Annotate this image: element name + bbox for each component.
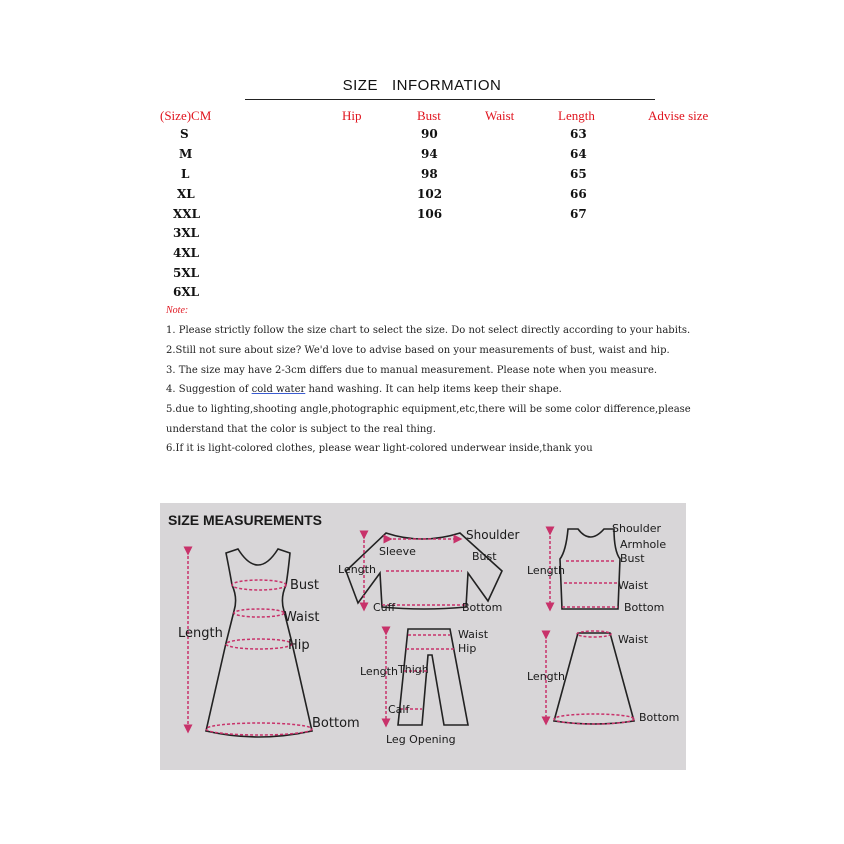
length-cell: 63 <box>570 127 587 141</box>
tank-length-label: Length <box>527 564 565 577</box>
dress-bottom-label: Bottom <box>312 716 360 731</box>
size-cell: M <box>179 147 193 161</box>
header-bust: Bust <box>417 108 441 123</box>
note-4-end: hand washing. It can help items keep their shape. <box>305 384 562 395</box>
note-3: 3. The size may have 2-3cm differs due to manual measurement. Please note when you measure. <box>166 365 658 376</box>
bust-cell: 102 <box>417 187 443 201</box>
header-size: (Size)CM <box>160 108 212 123</box>
size-measurements-panel <box>160 503 686 770</box>
note-4 <box>166 384 562 395</box>
pants-hip-label: Hip <box>458 642 477 655</box>
skirt-bottom-label: Bottom <box>639 711 680 724</box>
size-cell: 3XL <box>173 226 200 240</box>
top-shoulder-label: Shoulder <box>466 528 520 542</box>
note-5a: 5.due to lighting,shooting angle,photographic equipment,etc,there will be some color difference,please <box>166 404 691 415</box>
tank-shoulder-label: Shoulder <box>612 522 661 535</box>
size-cell: 4XL <box>173 246 200 260</box>
pants-diagram <box>360 628 489 746</box>
length-cell: 64 <box>570 147 587 161</box>
note-4-cold-water: cold water <box>251 384 306 395</box>
note-5b: understand that the color is subject to the real thing. <box>166 424 436 435</box>
top-length-label: Length <box>338 563 376 576</box>
length-cell: 67 <box>570 207 587 221</box>
top-cuff-label: Cuff <box>373 601 396 614</box>
title-underline <box>245 99 655 100</box>
note-2: 2.Still not sure about size? We'd love to advise based on your measurements of bust, waist and hip. <box>166 345 670 356</box>
size-cell: 5XL <box>173 266 200 280</box>
tank-bottom-label: Bottom <box>624 601 665 614</box>
title-size: SIZE <box>342 77 378 94</box>
title-information: INFORMATION <box>391 77 502 94</box>
length-cell: 66 <box>570 187 587 201</box>
bust-cell: 90 <box>421 127 438 141</box>
skirt-waist-label: Waist <box>618 633 649 646</box>
dress-diagram <box>178 549 360 737</box>
length-cell: 65 <box>570 167 587 181</box>
dress-length-label: Length <box>178 626 223 641</box>
size-cell: XL <box>177 187 195 201</box>
bust-cell: 98 <box>421 167 438 181</box>
pants-thigh-label: Thigh <box>398 663 429 676</box>
tank-bust-label: Bust <box>620 552 645 565</box>
note-1: 1. Please strictly follow the size chart to select the size. Do not select directly according to your habits. <box>166 325 691 336</box>
measurements-heading: SIZE MEASUREMENTS <box>168 512 323 528</box>
size-cell: XXL <box>173 207 201 221</box>
dress-hip-label: Hip <box>288 638 310 653</box>
dress-waist-label: Waist <box>284 610 320 625</box>
pants-waist-label: Waist <box>458 628 489 641</box>
header-length: Length <box>558 108 595 123</box>
header-advise-size: Advise size <box>648 108 709 123</box>
size-cell: 6XL <box>173 285 200 299</box>
skirt-diagram <box>527 631 679 724</box>
bust-cell: 106 <box>417 207 443 221</box>
tank-waist-label: Waist <box>618 579 649 592</box>
pants-leg-opening-label: Leg Opening <box>386 733 456 746</box>
top-bottom-label: Bottom <box>462 601 503 614</box>
tank-armhole-label: Armhole <box>620 538 667 551</box>
pants-calf-label: Calf <box>388 703 410 716</box>
top-sleeve-label: Sleeve <box>379 545 416 558</box>
note-6: 6.If it is light-colored clothes, please wear light-colored underwear inside,thank you <box>166 443 593 454</box>
tank-diagram <box>527 522 666 614</box>
size-cell: S <box>180 127 189 141</box>
bust-cell: 94 <box>421 147 438 161</box>
header-hip: Hip <box>342 108 362 123</box>
header-waist: Waist <box>485 108 515 123</box>
top-diagram <box>338 528 520 614</box>
note-4-start: 4. Suggestion of <box>166 384 252 395</box>
measurement-diagrams <box>160 503 686 770</box>
size-info-title <box>0 77 844 94</box>
size-cell: L <box>181 167 190 181</box>
dress-bust-label: Bust <box>290 578 320 593</box>
note-label: Note: <box>166 305 189 316</box>
pants-length-label: Length <box>360 665 398 678</box>
top-bust-label: Bust <box>472 550 497 563</box>
skirt-length-label: Length <box>527 670 565 683</box>
